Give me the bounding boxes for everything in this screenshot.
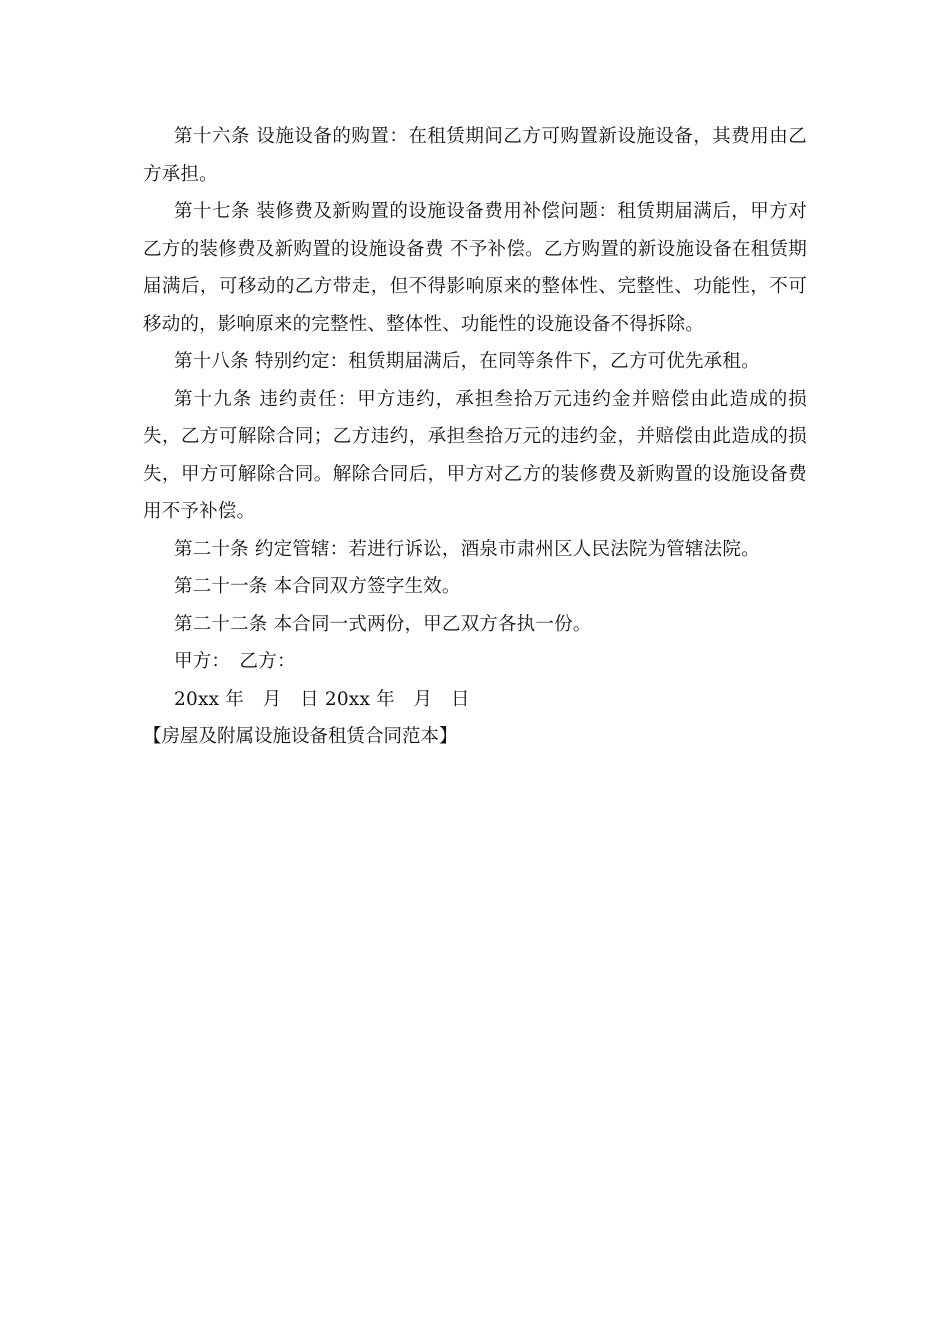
clause-22: 第二十二条 本合同一式两份，甲乙双方各执一份。 <box>174 613 592 635</box>
date-line: 20xx 年 月 日 20xx 年 月 日 <box>174 688 470 710</box>
clause-18: 第十八条 特别约定：租赁期届满后，在同等条件下，乙方可优先承租。 <box>174 351 760 372</box>
signature-line: 甲方： 乙方： <box>174 651 296 672</box>
clause-16: 第十六条 设施设备的购置：在租赁期间乙方可购置新设施设备，其费用由乙方承担。 <box>143 126 807 185</box>
clause-19: 第十九条 违约责任：甲方违约，承担叁拾万元违约金并赔偿由此造成的损失，乙方可解除合同；乙方违约，承担叁拾万元的违约金，并赔偿由此造成的损失，甲方可解除合同。解除合同后，甲方对乙方的装修费及新购置的设施设备费用不予补偿。 <box>143 388 807 522</box>
clause-20: 第二十条 约定管辖：若进行诉讼，酒泉市肃州区人民法院为管辖法院。 <box>174 538 760 560</box>
document-footer-title: 【房屋及附属设施设备租赁合同范本】 <box>143 726 458 747</box>
clause-21: 第二十一条 本合同双方签字生效。 <box>174 576 461 597</box>
clause-17: 第十七条 装修费及新购置的设施设备费用补偿问题：租赁期届满后，甲方对乙方的装修费及新购置的设施设备费 不予补偿。乙方购置的新设施设备在租赁期届满后，可移动的乙方带走，但不得影响原来的整体性、完整性、功能性，不可移动的，影响原来的完整性、整体性、功能性的设施设备不得拆除。 <box>143 201 807 335</box>
document-page <box>143 118 807 756</box>
